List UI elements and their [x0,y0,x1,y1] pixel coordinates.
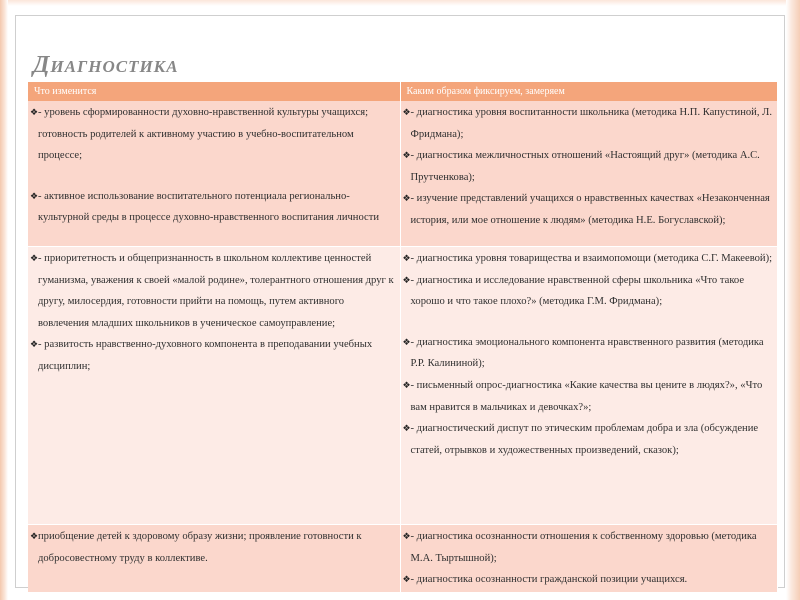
list-item: ❖- диагностика осознанности отношения к собственному здоровью (методика М.А. Тыртышной); [403,526,773,569]
table-row [28,525,777,593]
bullet-icon: ❖ [402,336,411,347]
bullet-icon: ❖ [30,107,39,117]
bullet-icon: ❖ [402,379,411,390]
list-item: ❖- диагностика уровня товарищества и взаимопомощи (методика С.Г. Макеевой); [403,248,773,270]
cell-what-changes [28,247,400,525]
cell-what-changes [28,525,400,593]
cell-how-measured [400,247,777,525]
list-item: ❖- изучение представлений учащихся о нравственных качествах «Незаконченная история, или мое отношение к людям» (методика Н.Е. Богуславской); [403,188,773,231]
list-item: ❖- диагностика эмоционального компонента нравственного развития (методика Р.Р. Калининой); [403,332,773,375]
cell-how-measured [400,525,777,593]
right-decor-stripe [786,0,800,600]
cell-how-measured [400,101,777,247]
left-decor-stripe [0,0,8,600]
list-item: ❖- диагностический диспут по этическим проблемам добра и зла (обсуждение статей, отрывков и художественных произведений, сказок); [403,418,773,461]
slide-title: Диагностика [33,52,179,78]
bullet-icon: ❖ [402,274,411,285]
list-item: ❖- письменный опрос-диагностика «Какие качества вы цените в людях?», «Что вам нравится в мальчиках и девочках?»; [403,375,773,418]
table-header-row [28,82,777,101]
bullet-icon: ❖ [402,531,411,541]
bullet-icon: ❖ [402,107,411,117]
list-item: ❖- диагностика и исследование нравственной сферы школьника «Что такое хорошо и что такое плохо?» (методика Г.М. Фридмана); [403,270,773,313]
top-decor [0,0,800,6]
list-item: ❖- развитость нравственно-духовного компонента в преподавании учебных дисциплин; [30,334,396,377]
bullet-icon: ❖ [30,531,39,541]
list-item: ❖- активное использование воспитательного потенциала регионально-культурной среды в процессе духовно-нравственного воспитания личности [30,186,396,229]
table-row [28,101,777,247]
bullet-icon: ❖ [402,574,411,585]
bullet-icon: ❖ [402,253,411,263]
list-item: ❖- диагностика межличностных отношений «Настоящий друг» (методика А.С. Прутченкова); [403,145,773,188]
table-row [28,247,777,525]
list-item: ❖- диагностика уровня воспитанности школьника (методика Н.П. Капустиной, Л. Фридмана); [403,102,773,145]
list-item: ❖- диагностика осознанности гражданской позиции учащихся. [403,569,773,591]
bullet-icon: ❖ [30,253,39,263]
list-item: ❖- приоритетность и общепризнанность в школьном коллективе ценностей гуманизма, уважения к своей «малой родине», толерантного отношения друг к другу, милосердия, готовности прийти на помощь, путем активного вовлечения младших школьников в ученическое самоуправление; [30,248,396,334]
cell-what-changes [28,101,400,247]
list-item: ❖приобщение детей к здоровому образу жизни; проявление готовности к добросовестному труду в коллективе. [30,526,396,569]
bullet-icon: ❖ [30,339,39,350]
bullet-icon: ❖ [402,423,411,434]
list-item: ❖- уровень сформированности духовно-нравственной культуры учащихся; готовность родителей к активному участию в учебно-воспитательном процессе; [30,102,396,167]
diagnostics-table [28,82,778,593]
bullet-icon: ❖ [402,150,411,161]
bullet-icon: ❖ [402,193,411,204]
bullet-icon: ❖ [30,190,39,201]
header-how-measured: Каким образом фиксируем, замеряем [400,82,777,101]
header-what-changes: Что изменится [28,82,400,101]
